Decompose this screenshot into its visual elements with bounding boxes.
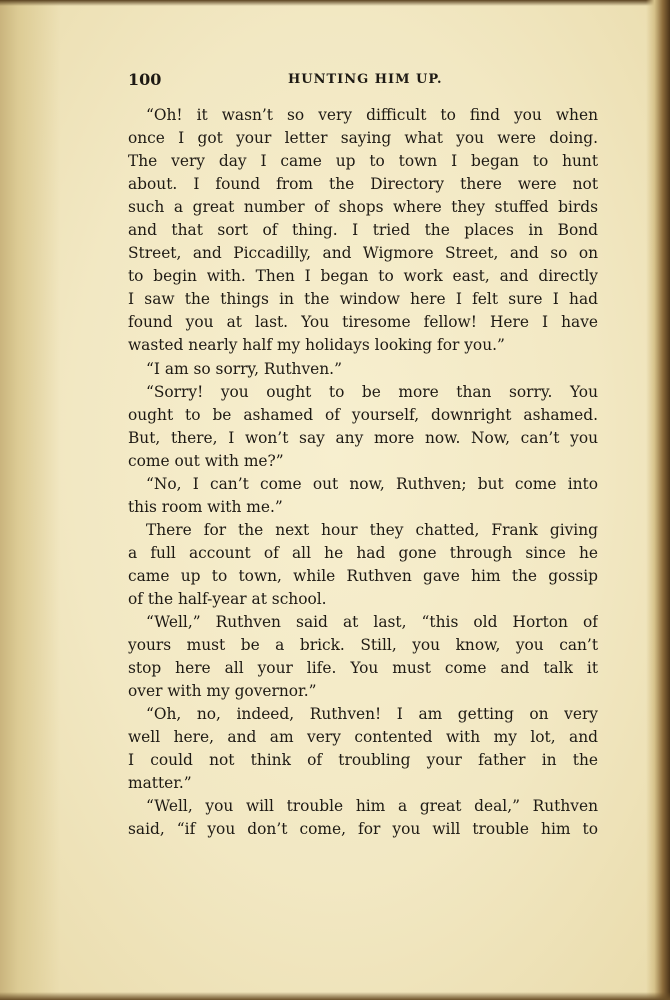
text-line: stop here all your life. You must come and talk it bbox=[128, 659, 598, 678]
text-line: of the half-year at school. bbox=[128, 589, 327, 608]
text-line: well here, and am very contented with my lot, and bbox=[128, 728, 598, 747]
text-line: yours must be a brick. Still, you know, you can’t bbox=[128, 636, 598, 655]
page-number: 100 bbox=[128, 70, 162, 89]
text-line: “Oh, no, indeed, Ruthven! I am getting on very bbox=[146, 705, 598, 724]
text-line: came up to town, while Ruthven gave him the gossip bbox=[128, 566, 598, 585]
page-bottom-edge bbox=[0, 992, 670, 1000]
text-line: ought to be ashamed of yourself, downright ashamed. bbox=[128, 405, 598, 424]
text-line: Street, and Piccadilly, and Wigmore Street, and so on bbox=[128, 244, 598, 263]
text-line: There for the next hour they chatted, Frank giving bbox=[146, 520, 598, 539]
text-line: such a great number of shops where they stuffed birds bbox=[128, 198, 598, 217]
text-line: “Oh! it wasn’t so very difficult to find you when bbox=[146, 106, 598, 124]
text-line: “No, I can’t come out now, Ruthven; but come into bbox=[146, 474, 598, 493]
text-line: a full account of all he had gone through since he bbox=[128, 543, 598, 562]
text-line: once I got your letter saying what you were doing. bbox=[128, 129, 598, 148]
page-gutter-shading bbox=[0, 0, 60, 1000]
text-line: I could not think of troubling your father in the bbox=[128, 751, 598, 770]
text-line: this room with me.” bbox=[128, 497, 283, 516]
text-line: “Sorry! you ought to be more than sorry. You bbox=[146, 382, 598, 401]
running-head: HUNTING HIM UP. bbox=[288, 72, 443, 87]
text-line: “Well, you will trouble him a great deal,” Ruthven bbox=[146, 797, 598, 816]
text-line: come out with me?” bbox=[128, 451, 284, 470]
text-line: said, “if you don’t come, for you will trouble him to bbox=[128, 820, 598, 839]
text-line: wasted nearly half my holidays looking for you.” bbox=[128, 336, 505, 355]
page-top-edge bbox=[0, 0, 670, 6]
text-line: The very day I came up to town I began to hunt bbox=[128, 152, 598, 171]
text-line: “Well,” Ruthven said at last, “this old Horton of bbox=[146, 613, 598, 632]
page-header bbox=[128, 70, 598, 92]
body-text bbox=[128, 104, 598, 842]
text-line: matter.” bbox=[128, 774, 192, 793]
page-right-edge bbox=[646, 0, 670, 1000]
text-line: found you at last. You tiresome fellow! Here I have bbox=[128, 313, 598, 332]
text-line: But, there, I won’t say any more now. Now, can’t you bbox=[128, 428, 598, 447]
text-line: over with my governor.” bbox=[128, 682, 317, 701]
text-line: I saw the things in the window here I felt sure I had bbox=[128, 290, 598, 309]
text-line: to begin with. Then I began to work east, and directly bbox=[128, 267, 598, 286]
text-line: “I am so sorry, Ruthven.” bbox=[146, 359, 342, 378]
text-line: and that sort of thing. I tried the places in Bond bbox=[128, 221, 598, 240]
text-line: about. I found from the Directory there were not bbox=[128, 175, 598, 194]
